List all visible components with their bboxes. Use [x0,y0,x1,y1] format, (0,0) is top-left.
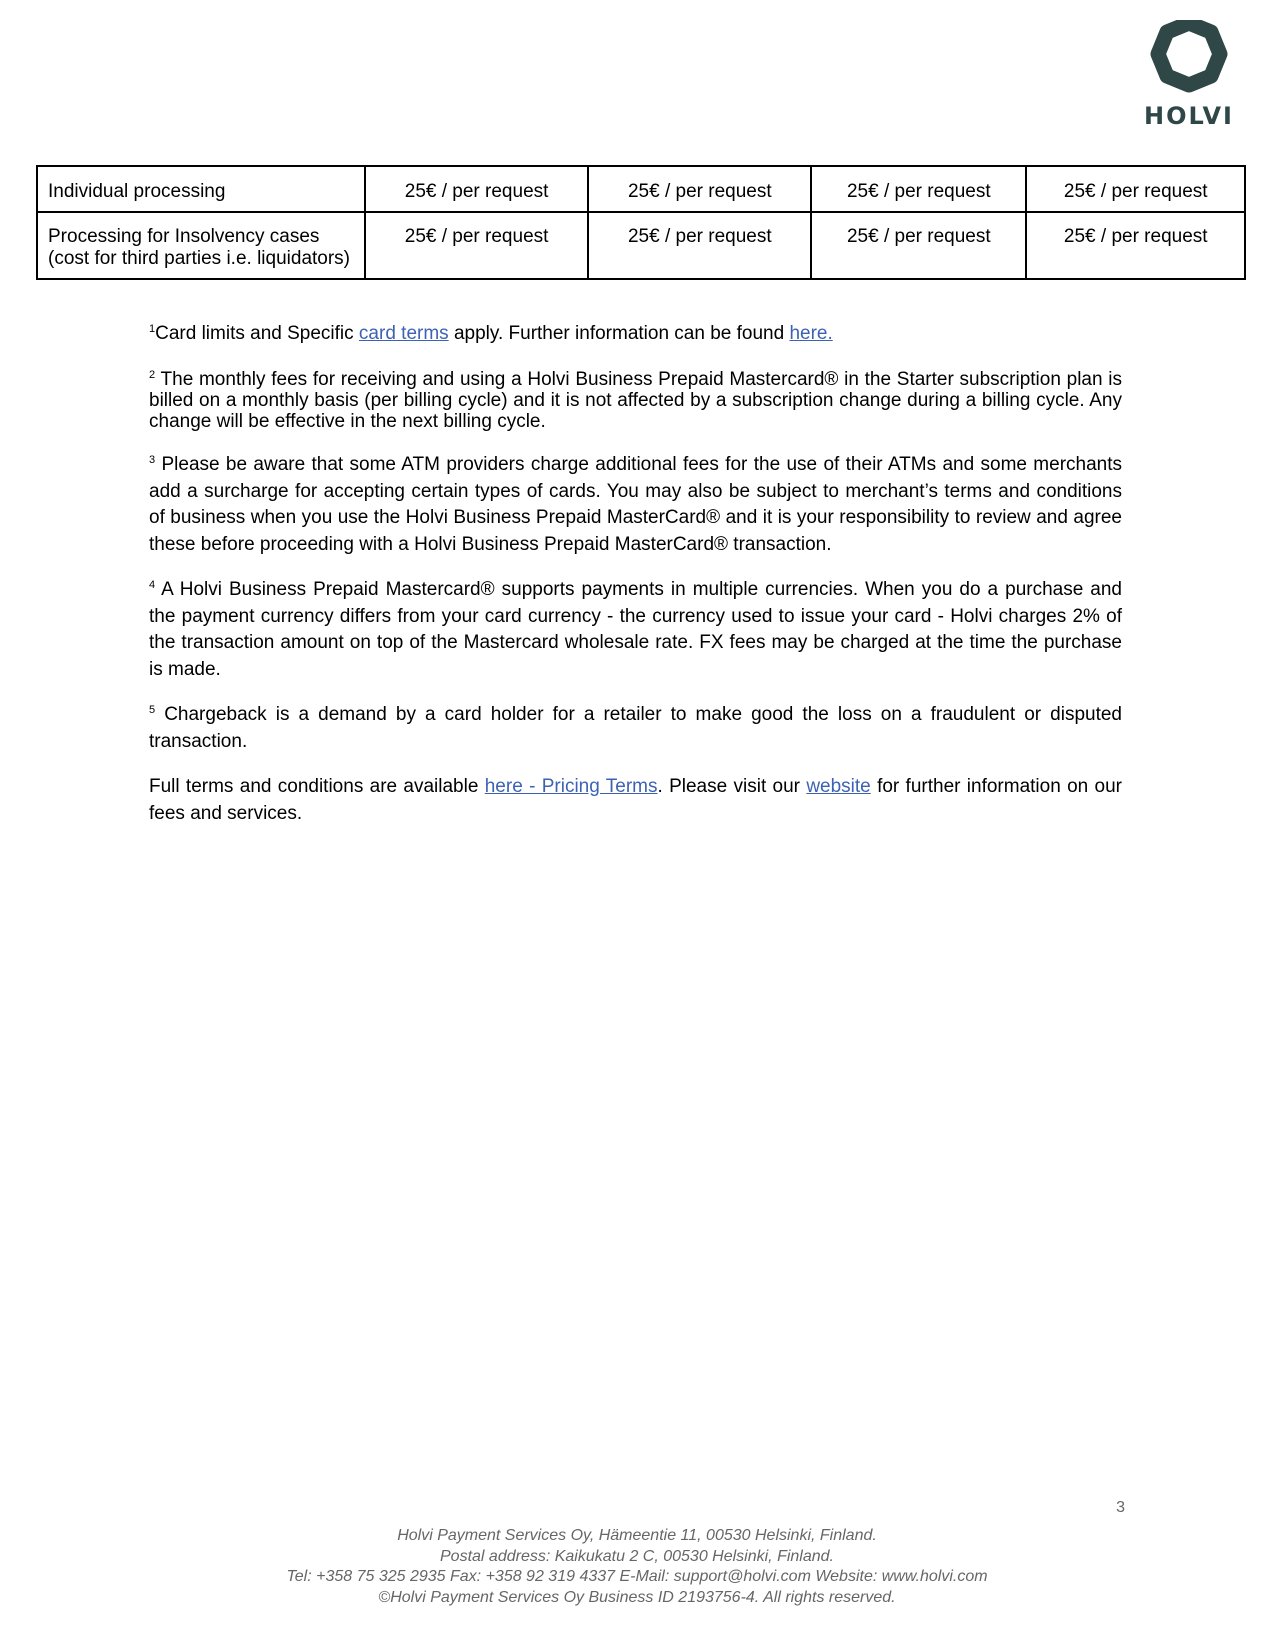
footnote-1 [149,323,1122,345]
fee-cell: 25€ / per request [588,166,811,212]
terms-text: Full terms and conditions are available [149,776,485,797]
footnote-marker: 1 [149,323,156,335]
fee-cell: 25€ / per request [1026,166,1245,212]
logo-wordmark: HOLVI [1144,102,1234,130]
page-footer [137,1526,1137,1608]
row-label-line: Processing for Insolvency cases [48,226,320,247]
row-label-line: Individual processing [48,181,226,202]
footer-line: ©Holvi Payment Services Oy Business ID 2193756-4. All rights reserved. [378,1588,896,1606]
footnote-text: Please be aware that some ATM providers charge additional fees for the use of their ATMs and some merchants add a surcharge for accepting certain types of cards. You may also be subject to merchant’s terms and conditions of business when you use the Holvi Business Prepaid MasterCard® and it is your responsibility to review and agree these before proceeding with a Holvi Business Prepaid MasterCard® transaction. [149,454,1123,555]
footnotes [149,323,1122,827]
holvi-logo [1134,20,1244,132]
page-number: 3 [1116,1499,1125,1516]
fee-cell: 25€ / per request [365,166,589,212]
footnote-3 [149,452,1122,558]
footer-line: Holvi Payment Services Oy, Hämeentie 11, 00530 Helsinki, Finland. [397,1527,877,1544]
row-label [37,212,365,279]
footnote-text: A Holvi Business Prepaid Mastercard® supports payments in multiple currencies. When you do a purchase and the payment currency differs from your card currency - the currency used to issue your card - Holvi charges 2% of the transaction amount on top of the Mastercard wholesale rate. FX fees may be charged at the time the purchase is made. [149,579,1123,680]
footnote-marker: 2 [149,369,156,381]
footer-line: Postal address: Kaikukatu 2 C, 00530 Helsinki, Finland. [440,1547,834,1565]
footnote-5 [149,702,1122,755]
footer-line: Tel: +358 75 325 2935 Fax: +358 92 319 4337 E-Mail: support@holvi.com Website: www.holvi.com [286,1568,988,1585]
footnote-marker: 4 [149,579,156,591]
fee-cell: 25€ / per request [811,166,1026,212]
footnote-4 [149,577,1122,683]
fees-table [36,165,1246,280]
footnote-marker: 3 [149,454,156,466]
row-label [37,166,365,212]
pricing-terms-link[interactable]: here - Pricing Terms [484,776,658,797]
card-info-here-link[interactable]: here. [789,323,833,344]
fee-cell: 25€ / per request [588,212,811,279]
table-row [37,166,1245,212]
footnote-text: The monthly fees for receiving and using a Holvi Business Prepaid Mastercard® in the Starter subscription plan is billed on a monthly basis (per billing cycle) and it is not affected by a subscription change during a billing cycle. Any change will be effective in the next billing cycle. [149,369,1123,432]
fee-cell: 25€ / per request [1026,212,1245,279]
footnote-text: Chargeback is a demand by a card holder for a retailer to make good the loss on a fraudulent or disputed transaction. [149,704,1122,752]
footnote-marker: 5 [149,704,156,716]
fee-cell: 25€ / per request [365,212,589,279]
card-terms-link[interactable]: card terms [358,323,449,344]
terms-text: . Please visit our [657,776,807,797]
table-row [37,212,1245,279]
terms-text: for further information on our fees and services. [149,776,1122,824]
row-label-line: (cost for third parties i.e. liquidators) [48,248,351,269]
footnote-2 [149,369,1122,432]
footnote-text: Card limits and Specific [155,323,359,344]
terms-paragraph [149,774,1122,827]
holvi-octagon-icon [1134,20,1244,100]
website-link[interactable]: website [806,776,871,797]
fee-cell: 25€ / per request [811,212,1026,279]
footnote-text: apply. Further information can be found [448,323,790,344]
